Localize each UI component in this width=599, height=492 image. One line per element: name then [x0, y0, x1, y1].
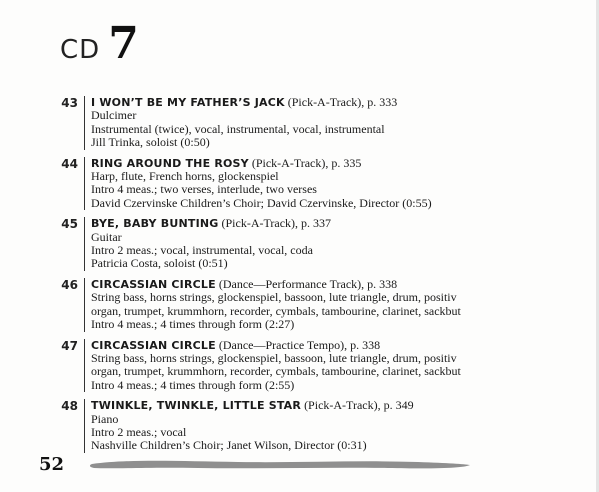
track-title-line — [91, 96, 588, 109]
track-item — [48, 157, 588, 211]
form-description: Intro 4 meas.; two verses, interlude, two verses — [91, 182, 317, 197]
song-subtitle: (Pick-A-Track), p. 333 — [284, 95, 398, 109]
song-title: RING AROUND THE ROSY — [91, 156, 249, 170]
instrumentation: Guitar — [91, 229, 122, 244]
form-description: Instrumental (twice), vocal, instrumental, vocal, instrumental — [91, 121, 385, 136]
instrumentation: Dulcimer — [91, 108, 137, 123]
track-item — [48, 278, 588, 332]
track-item — [48, 399, 588, 453]
track-list — [48, 96, 588, 460]
song-title: CIRCASSIAN CIRCLE — [91, 338, 216, 352]
song-title: BYE, BABY BUNTING — [91, 217, 219, 231]
track-number: 48 — [61, 399, 78, 414]
track-item — [48, 96, 588, 150]
track-item — [48, 339, 588, 393]
track-details — [84, 157, 588, 211]
song-subtitle: (Pick-A-Track), p. 349 — [301, 398, 414, 413]
track-details — [84, 339, 588, 393]
track-number: 45 — [61, 217, 78, 232]
song-title: TWINKLE, TWINKLE, LITTLE STAR — [91, 399, 302, 413]
performer-credit: Patricia Costa, soloist (0:51) — [91, 256, 228, 271]
decorative-brush-stroke — [88, 456, 474, 472]
track-item — [48, 217, 588, 271]
song-subtitle: (Pick-A-Track), p. 337 — [218, 216, 332, 231]
track-title-line — [91, 278, 588, 291]
instrumentation-continued: organ, trumpet, krummhorn, recorder, cymbals, tambourine, clarinet, sackbut — [91, 364, 461, 379]
instrumentation: Piano — [91, 411, 119, 426]
page-number: 52 — [39, 454, 65, 475]
form-description: Intro 4 meas.; 4 times through form (2:27) — [91, 317, 295, 332]
song-subtitle: (Dance—Performance Track), p. 338 — [215, 276, 398, 291]
instrumentation: String bass, horns strings, glockenspiel, bassoon, lute triangle, drum, positiv — [91, 350, 457, 365]
track-details — [84, 217, 588, 271]
instrumentation-continued: organ, trumpet, krummhorn, recorder, cymbals, tambourine, clarinet, sackbut — [91, 303, 461, 318]
form-description: Intro 2 meas.; vocal — [91, 424, 187, 439]
song-title: I WON’T BE MY FATHER’S JACK — [91, 96, 285, 109]
track-title-line — [91, 157, 588, 170]
instrumentation: String bass, horns strings, glockenspiel, bassoon, lute triangle, drum, positiv — [91, 290, 457, 305]
track-title-line — [91, 339, 588, 352]
track-number: 47 — [61, 338, 78, 353]
form-description: Intro 4 meas.; 4 times through form (2:55) — [91, 377, 295, 392]
cd-header — [60, 18, 139, 69]
song-subtitle: (Dance—Practice Tempo), p. 338 — [215, 337, 381, 352]
track-number: 44 — [61, 156, 78, 171]
cd-number: 7 — [108, 18, 139, 69]
performer-credit: Jill Trinka, soloist (0:50) — [91, 135, 210, 150]
cd-label: CD — [60, 35, 101, 65]
instrumentation: Harp, flute, French horns, glockenspiel — [91, 169, 279, 184]
track-details — [84, 96, 588, 150]
form-description: Intro 2 meas.; vocal, instrumental, vocal, coda — [91, 243, 313, 258]
performer-credit: Nashville Children’s Choir; Janet Wilson, Director (0:31) — [91, 438, 367, 453]
track-details — [84, 278, 588, 332]
track-number: 43 — [61, 96, 78, 110]
song-subtitle: (Pick-A-Track), p. 335 — [248, 155, 362, 170]
performer-credit: David Czervinske Children’s Choir; David Czervinske, Director (0:55) — [91, 195, 432, 210]
song-title: CIRCASSIAN CIRCLE — [91, 277, 216, 291]
track-title-line — [91, 399, 588, 412]
track-number: 46 — [61, 277, 78, 292]
track-details — [84, 399, 588, 453]
track-title-line — [91, 217, 588, 230]
